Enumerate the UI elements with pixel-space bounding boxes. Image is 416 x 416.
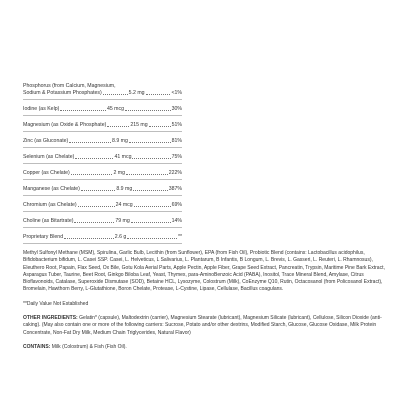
contains-label: CONTAINS: — [23, 343, 51, 350]
nutrient-row — [23, 217, 182, 228]
nutrient-daily-value: 222% — [168, 170, 183, 176]
nutrient-amount: 79 mg — [115, 218, 130, 224]
dot-leader — [134, 202, 171, 207]
nutrient-row — [23, 137, 182, 148]
dot-leader — [60, 106, 106, 111]
supplement-label — [23, 82, 389, 351]
nutrient-amount: 41 mcg — [114, 154, 132, 160]
nutrient-row — [23, 153, 182, 164]
nutrient-amount: 45 mcg — [106, 106, 124, 112]
nutrient-row — [23, 169, 182, 180]
nutrient-row — [23, 105, 182, 116]
proprietary-blend-ingredients: Methyl Sulfonyl Methane (MSM), Spirulina, Garlic Bulb, Lecithin (from Sunflower), EPA (from Fish Oil), Probiotic Blend (contains: Lactobacillus acidophilus, Bifidobacterium bifidum, L. Casei SSP. Casei, L. Helveticus, L Salivarius, L. Plantarum, B Infantis, B Longum, L. Brevis, L. Gasseri, L. Reuteri, L. Rhamnosus), Eleuthero Root, Papain, Flax Seed, Ox Bile, Gotu Kola Aerial Parts, Apple Pectin, Apple Fiber, Grape Seed Extract, Pancreatin, Trypsin, Maritime Pine Bark Extract, Asparagus Tuber, Taurine, Beet Root, Ginkgo Biloba Leaf, Yeast, Thymex, para-AminoBenzoic Acid (PABA), Inositol, Trace Mineral Blend, Amylase, Citrus Bioflavonoids, Catalase, Superoxide Dismutase (SOD), Betaine HCL, Lysozyme, Colostrum (Milk), CoEnzyme Q10, Rutin, Octacosanol (from Policosanol Extract), Bromelain, Hawthorn Berry, L-Glutathione, Boron Chelate, Protease, L-Cystine, Lipase, Cellulase, Bacillus coagulans. — [23, 250, 385, 293]
nutrient-name: Selenium (as Chelate) — [23, 154, 75, 160]
nutrient-amount: 8.9 mg — [116, 186, 133, 192]
nutrient-name: Sodium & Potassium Phosphates) — [23, 90, 102, 96]
dot-leader — [78, 202, 115, 207]
other-ingredients-label: OTHER INGREDIENTS: — [23, 315, 78, 322]
nutrient-daily-value: 75% — [171, 154, 183, 160]
dot-leader — [133, 186, 168, 191]
dot-leader — [149, 122, 171, 127]
nutrient-row — [23, 121, 182, 132]
dot-leader — [127, 234, 177, 239]
nutrient-daily-value: 69% — [171, 202, 182, 208]
nutrient-daily-value: ** — [177, 234, 182, 240]
nutrient-row — [23, 201, 182, 212]
nutrient-name: Proprietary Blend — [23, 234, 64, 240]
nutrient-daily-value: 14% — [171, 218, 182, 224]
nutrient-amount: 8.9 mg — [112, 138, 128, 144]
dot-leader — [131, 218, 171, 223]
dot-leader — [107, 122, 129, 127]
nutrient-name-line: Phosphorus (from Calcium, Magnesium, — [23, 83, 116, 89]
nutrient-name: Copper (as Chelate) — [23, 170, 70, 176]
other-ingredients — [23, 315, 389, 337]
dot-leader — [103, 90, 128, 95]
nutrient-daily-value: 81% — [171, 138, 183, 144]
nutrient-row — [23, 233, 182, 244]
dot-leader — [69, 138, 111, 143]
nutrient-name: Zinc (as Gluconate) — [23, 138, 69, 144]
nutrient-name: Iodine (as Kelp) — [23, 106, 60, 112]
dot-leader — [74, 218, 114, 223]
dot-leader — [75, 154, 113, 159]
nutrient-name: Manganese (as Chelate) — [23, 186, 80, 192]
dot-leader — [81, 186, 116, 191]
dot-leader — [125, 106, 171, 111]
contains-statement — [23, 344, 389, 351]
contains-text: Milk (Colostrum) & Fish (Fish Oil). — [50, 343, 127, 350]
dot-leader — [71, 170, 113, 175]
nutrient-name: Chromium (as Chelate) — [23, 202, 77, 208]
nutrient-amount: 24 mcg — [115, 202, 133, 208]
nutrient-daily-value: 51% — [171, 122, 183, 128]
dot-leader — [64, 234, 114, 239]
dot-leader — [126, 170, 168, 175]
dot-leader — [146, 90, 171, 95]
nutrient-daily-value: 30% — [171, 106, 182, 112]
nutrient-amount: 5.2 mg — [128, 90, 145, 96]
other-ingredients-text: Gelatin* (capsule), Maltodextrin (carrier), Magnesium Stearate (lubricant), Magnesium Silicate (lubricant), Cellulose, Silicon Dioxide (anti-caking). (May also contain one or more of the following carriers: Sucrose, Potato and/or other dextrins, Modified Starch, Glucose, Glucose Oxidase, Milk Protein Concentrate, Non-Fat Dry Milk, Medium Chain Triglycerides, Natural Flavor) — [23, 315, 382, 336]
daily-value-footnote: **Daily Value Not Established — [23, 300, 89, 307]
nutrient-name: Magnesium (as Oxide & Phosphate) — [23, 122, 107, 128]
dot-leader — [129, 138, 171, 143]
nutrient-amount: 2 mg — [113, 170, 125, 176]
nutrient-daily-value: 387% — [168, 186, 183, 192]
nutrient-row — [23, 185, 182, 196]
nutrient-daily-value: <1% — [171, 90, 183, 96]
nutrient-row — [23, 82, 182, 100]
nutrient-name: Choline (as Bitartrate) — [23, 218, 74, 224]
nutrient-list — [23, 82, 389, 244]
nutrient-amount: 215 mg — [130, 122, 148, 128]
dot-leader — [132, 154, 170, 159]
nutrient-amount: 2.6 g — [114, 234, 127, 240]
